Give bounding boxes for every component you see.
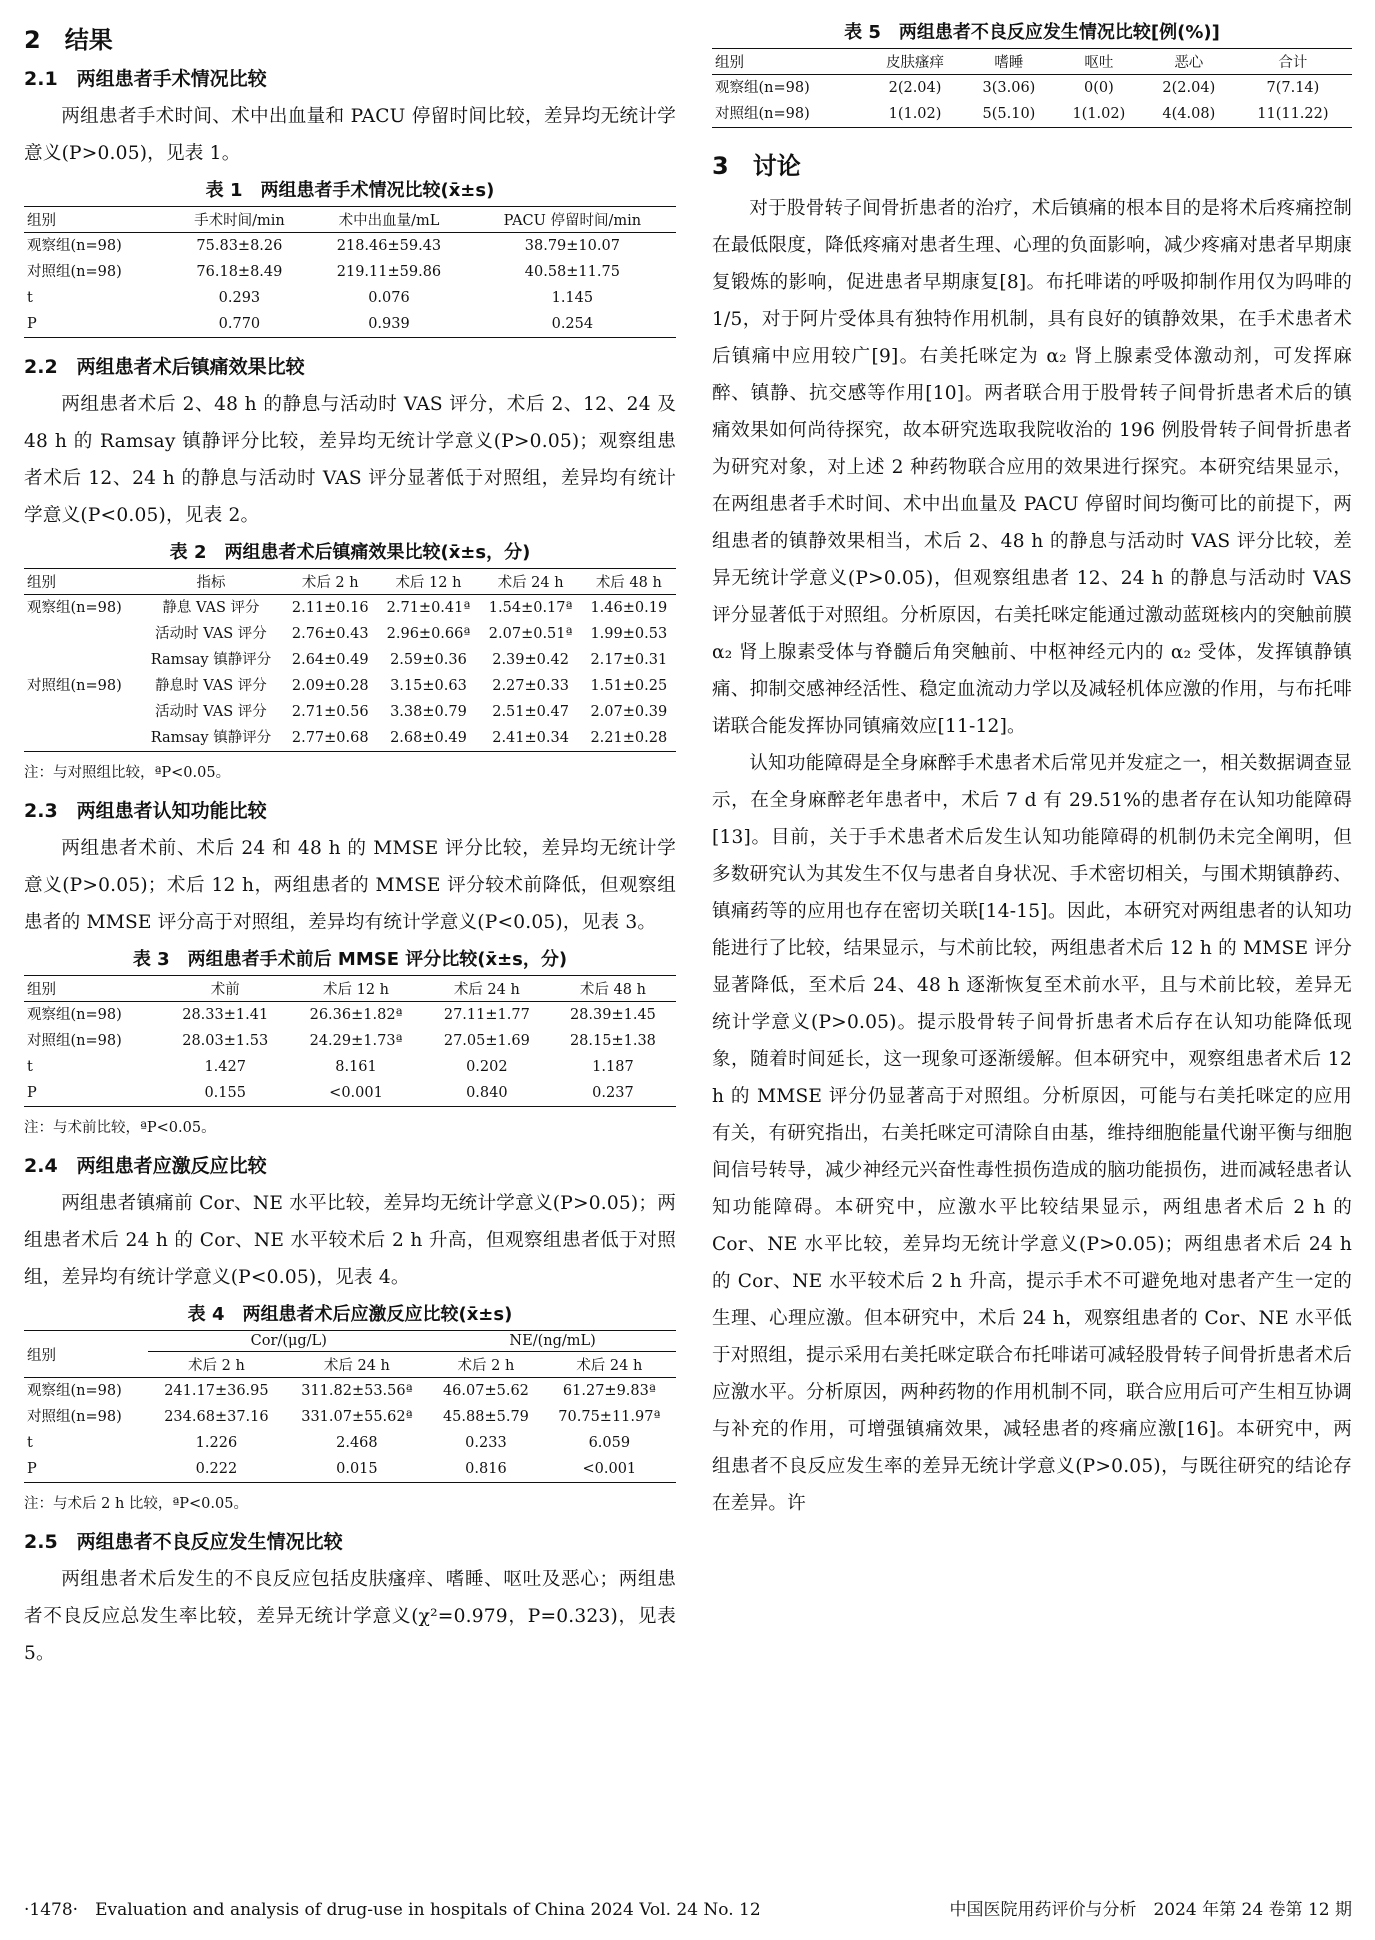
table3-header: 术前 <box>162 976 288 1002</box>
subsection-2-4-title: 2.4 两组患者应激反应比较 <box>24 1155 267 1177</box>
table5-caption: 表 5 两组患者不良反应发生情况比较[例(%)] <box>844 22 1220 43</box>
table-cell: 2.41±0.34 <box>492 730 569 746</box>
table2-group-label: 观察组(n=98) <box>27 600 122 616</box>
table-cell: 2.59±0.36 <box>390 652 467 668</box>
table-cell: 28.39±1.45 <box>569 1007 656 1023</box>
table-cell: 2.468 <box>336 1435 378 1451</box>
table-cell: 观察组(n=98) <box>27 1007 122 1023</box>
table4 <box>24 1330 676 1483</box>
table-row <box>24 1456 676 1483</box>
table-cell: 2.76±0.43 <box>291 626 369 642</box>
table4-note: 注：与术后 2 h 比较，ªP<0.05。 <box>24 1496 248 1512</box>
table-cell: Ramsay 镇静评分 <box>150 730 272 746</box>
table-cell: 观察组(n=98) <box>27 238 122 254</box>
table5-header: 皮肤瘙痒 <box>866 49 964 75</box>
table-cell: 2.77±0.68 <box>291 730 369 746</box>
table-cell: 0(0) <box>1083 80 1114 96</box>
table-row <box>24 1430 676 1456</box>
subsection-2-4-text: 两组患者镇痛前 Cor、NE 水平比较，差异均无统计学意义(P>0.05)；两组患者术后 24 h 的 Cor、NE 水平较术后 2 h 升高，但观察组患者低于对照组，差异均有统计学意义(P<0.05)，见表 4。 <box>24 1193 676 1288</box>
table4-subheader: 术后 2 h <box>148 1352 284 1378</box>
table-row <box>24 311 676 338</box>
table4-header-group: 组别 <box>24 1331 148 1378</box>
table-cell: t <box>27 290 33 306</box>
table-cell: 2.71±0.56 <box>291 704 369 720</box>
subsection-2-5-title: 2.5 两组患者不良反应发生情况比较 <box>24 1531 343 1553</box>
table-cell: 2.96±0.66ª <box>386 626 471 642</box>
table-cell: 219.11±59.86 <box>336 264 442 280</box>
table-cell: 0.015 <box>336 1461 378 1477</box>
table-cell: 5(5.10) <box>982 106 1036 122</box>
table2-header: 组别 <box>24 569 139 595</box>
table-cell: 7(7.14) <box>1266 80 1320 96</box>
table-cell: 75.83±8.26 <box>196 238 283 254</box>
table-cell: 1.99±0.53 <box>590 626 668 642</box>
table-cell: 234.68±37.16 <box>164 1409 269 1425</box>
table1-header: 手术时间/min <box>170 207 310 233</box>
table-cell: 静息时 VAS 评分 <box>155 678 267 694</box>
table-cell: 对照组(n=98) <box>27 1033 122 1049</box>
table-row <box>24 285 676 311</box>
table-cell: 2.51±0.47 <box>492 704 569 720</box>
table5-header: 嗜睡 <box>964 49 1054 75</box>
table-cell: 2(2.04) <box>1162 80 1216 96</box>
table-cell: 2.39±0.42 <box>492 652 569 668</box>
table2 <box>24 568 676 752</box>
table-cell: 27.11±1.77 <box>443 1007 530 1023</box>
table-cell: 38.79±10.07 <box>524 238 620 254</box>
table-cell: 3.38±0.79 <box>390 704 467 720</box>
subsection-2-1-title: 2.1 两组患者手术情况比较 <box>24 68 267 90</box>
table5-header: 组别 <box>712 49 866 75</box>
table4-caption: 表 4 两组患者术后应激反应比较(x̄±s) <box>187 1304 513 1325</box>
table2-header: 术后 2 h <box>283 569 377 595</box>
table-cell: 27.05±1.69 <box>443 1033 530 1049</box>
table3-header: 术后 24 h <box>424 976 550 1002</box>
table-cell: 45.88±5.79 <box>442 1409 529 1425</box>
table-cell: 61.27±9.83ª <box>562 1383 656 1399</box>
table-cell: 0.816 <box>465 1461 507 1477</box>
table-cell: 0.202 <box>466 1059 508 1075</box>
table-cell: P <box>27 316 37 332</box>
table-cell: 0.293 <box>218 290 261 306</box>
section-results-title: 2 结果 <box>24 26 113 54</box>
table-cell: 8.161 <box>335 1059 377 1075</box>
table-row <box>24 1378 676 1405</box>
table-row <box>24 595 676 622</box>
table-cell: 1.187 <box>592 1059 634 1075</box>
table-row <box>24 233 676 260</box>
footer-journal-en: ·1478· Evaluation and analysis of drug-use in hospitals of China 2024 Vol. 24 No. 12 <box>24 1900 761 1920</box>
footer-journal-cn: 中国医院用药评价与分析 2024 年第 24 卷第 12 期 <box>949 1900 1352 1920</box>
table-cell: 活动时 VAS 评分 <box>155 704 267 720</box>
table-cell: 0.222 <box>195 1461 238 1477</box>
right-column <box>712 18 1352 1522</box>
table-cell: 28.33±1.41 <box>182 1007 269 1023</box>
table-row <box>24 1054 676 1080</box>
table-row <box>712 75 1352 102</box>
table-cell: 0.939 <box>368 316 410 332</box>
table-cell: P <box>27 1461 37 1477</box>
left-column <box>24 18 676 1672</box>
table3 <box>24 975 676 1107</box>
table-cell: 1.54±0.17ª <box>488 600 573 616</box>
table-cell: 0.155 <box>204 1085 246 1101</box>
table5-header: 恶心 <box>1144 49 1234 75</box>
table1 <box>24 206 676 338</box>
section-discussion-title: 3 讨论 <box>712 152 801 180</box>
table-cell: 1.226 <box>195 1435 238 1451</box>
table-cell: 2.68±0.49 <box>390 730 467 746</box>
table2-header: 指标 <box>139 569 283 595</box>
table-cell: 218.46±59.43 <box>336 238 442 254</box>
table-cell: 2.21±0.28 <box>590 730 668 746</box>
table-cell: Ramsay 镇静评分 <box>150 652 272 668</box>
table3-header: 组别 <box>24 976 162 1002</box>
subsection-2-2-title: 2.2 两组患者术后镇痛效果比较 <box>24 356 305 378</box>
table-cell: 对照组(n=98) <box>715 106 810 122</box>
table-cell: <0.001 <box>329 1085 383 1101</box>
table-cell: 静息 VAS 评分 <box>162 600 260 616</box>
discussion-paragraph-1: 对于股骨转子间骨折患者的治疗，术后镇痛的根本目的是将术后疼痛控制在最低限度，降低疼痛对患者生理、心理的负面影响，减少疼痛对患者早期康复锻炼的影响，促进患者早期康复[8]。布托啡诺的呼吸抑制作用仅为吗啡的 1/5，对于阿片受体具有独特作用机制，具有良好的镇静效果，在手术患者术后镇痛中应用较广[9]。右美托咪定为 α₂ 肾上腺素受体激动剂，可发挥麻醉、镇静、抗交感等作用[10]。两者联合用于股骨转子间骨折患者术后的镇痛效果如何尚待探究，故本研究选取我院收治的 196 例股骨转子间骨折患者为研究对象，对上述 2 种药物联合应用的效果进行探究。本研究结果显示，在两组患者手术时间、术中出血量及 PACU 停留时间均衡可比的前提下，两组患者的镇静效果相当，术后 2、48 h 的静息与活动时 VAS 评分比较，差异无统计学意义(P>0.05)，但观察组患者 12、24 h 的静息与活动时 VAS 评分显著低于对照组。分析原因，右美托咪定能通过激动蓝斑核内的突触前膜 α₂ 肾上腺素受体与脊髓后角突触前、中枢神经元内的 α₂ 受体，发挥镇静镇痛、抑制交感神经活性、稳定血流动力学以及减轻机体应激的作用，与布托啡诺联合能发挥协同镇痛效应[11-12]。 <box>712 198 1352 737</box>
table-cell: 3.15±0.63 <box>390 678 467 694</box>
page-footer <box>24 1893 1352 1927</box>
table-cell: 76.18±8.49 <box>196 264 283 280</box>
subsection-2-2-text: 两组患者术后 2、48 h 的静息与活动时 VAS 评分，术后 2、12、24 及 48 h 的 Ramsay 镇静评分比较，差异均无统计学意义(P>0.05)；观察组患者术后 12、24 h 的静息与活动时 VAS 评分显著低于对照组，差异均有统计学意义(P<0.05)，见表 2。 <box>24 394 676 526</box>
table3-header: 术后 12 h <box>288 976 424 1002</box>
table-cell: t <box>27 1059 33 1075</box>
table-cell: 1(1.02) <box>1072 106 1126 122</box>
table-row <box>24 1028 676 1054</box>
table-cell: 0.233 <box>465 1435 507 1451</box>
table-cell: 2.07±0.39 <box>590 704 668 720</box>
table-cell: 0.770 <box>218 316 261 332</box>
table5-header: 呕吐 <box>1054 49 1144 75</box>
table-cell: 1(1.02) <box>888 106 942 122</box>
table-row <box>24 673 676 699</box>
table-cell: 2.11±0.16 <box>291 600 369 616</box>
table-cell: P <box>27 1085 37 1101</box>
table-row <box>24 1002 676 1029</box>
table-cell: 0.076 <box>368 290 410 306</box>
table-cell: 活动时 VAS 评分 <box>155 626 267 642</box>
table-cell: 1.145 <box>551 290 594 306</box>
table2-group-label: 对照组(n=98) <box>27 678 122 694</box>
table4-subheader: 术后 2 h <box>429 1352 542 1378</box>
table4-subheader: 术后 24 h <box>543 1352 676 1378</box>
table2-caption: 表 2 两组患者术后镇痛效果比较(x̄±s，分) <box>169 542 531 563</box>
subsection-2-1-text: 两组患者手术时间、术中出血量和 PACU 停留时间比较，差异均无统计学意义(P>0.05)，见表 1。 <box>24 106 676 164</box>
table-cell: 6.059 <box>588 1435 631 1451</box>
table-cell: 26.36±1.82ª <box>309 1007 403 1023</box>
table-cell: 2.27±0.33 <box>492 678 569 694</box>
table-cell: 1.46±0.19 <box>590 600 668 616</box>
table4-header-ne: NE/(ng/mL) <box>429 1331 676 1352</box>
table-cell: 28.03±1.53 <box>182 1033 269 1049</box>
table-cell: 311.82±53.56ª <box>301 1383 413 1399</box>
table-cell: 1.427 <box>204 1059 246 1075</box>
table1-header: 术中出血量/mL <box>309 207 469 233</box>
table-cell: 2.17±0.31 <box>590 652 668 668</box>
table-cell: <0.001 <box>582 1461 637 1477</box>
table-cell: 2.64±0.49 <box>291 652 369 668</box>
table-row <box>24 1404 676 1430</box>
table1-header: 组别 <box>24 207 170 233</box>
table2-header: 术后 12 h <box>377 569 479 595</box>
table-cell: 2.07±0.51ª <box>488 626 573 642</box>
table-cell: 70.75±11.97ª <box>558 1409 661 1425</box>
subsection-2-5-text: 两组患者术后发生的不良反应包括皮肤瘙痒、嗜睡、呕吐及恶心；两组患者不良反应总发生率比较，差异无统计学意义(χ²=0.979，P=0.323)，见表 5。 <box>24 1569 676 1664</box>
table-row <box>24 259 676 285</box>
table-cell: 0.840 <box>466 1085 508 1101</box>
table-cell: 2.09±0.28 <box>291 678 369 694</box>
table-cell: 40.58±11.75 <box>524 264 620 280</box>
table-cell: 0.254 <box>551 316 594 332</box>
table3-note: 注：与术前比较，ªP<0.05。 <box>24 1120 216 1136</box>
table1-header: PACU 停留时间/min <box>469 207 676 233</box>
table-cell: 11(11.22) <box>1257 106 1329 122</box>
table-cell: t <box>27 1435 33 1451</box>
table-cell: 24.29±1.73ª <box>309 1033 403 1049</box>
table-cell: 观察组(n=98) <box>27 1383 122 1399</box>
table-cell: 4(4.08) <box>1162 106 1216 122</box>
table-cell: 46.07±5.62 <box>442 1383 529 1399</box>
table5 <box>712 48 1352 128</box>
table-cell: 1.51±0.25 <box>590 678 668 694</box>
table-cell: 28.15±1.38 <box>569 1033 656 1049</box>
table-cell: 241.17±36.95 <box>164 1383 269 1399</box>
subsection-2-3-text: 两组患者术前、术后 24 和 48 h 的 MMSE 评分比较，差异均无统计学意义(P>0.05)；术后 12 h，两组患者的 MMSE 评分较术前降低，但观察组患者的 MMSE 评分高于对照组，差异均有统计学意义(P<0.05)，见表 3。 <box>24 838 676 933</box>
table-cell: 331.07±55.62ª <box>301 1409 413 1425</box>
table1-caption: 表 1 两组患者手术情况比较(x̄±s) <box>205 180 495 201</box>
table-cell: 2(2.04) <box>888 80 942 96</box>
table3-caption: 表 3 两组患者手术前后 MMSE 评分比较(x̄±s，分) <box>132 949 568 970</box>
table3-header: 术后 48 h <box>550 976 676 1002</box>
table-row <box>24 1080 676 1107</box>
table2-header: 术后 48 h <box>582 569 676 595</box>
table-cell: 观察组(n=98) <box>715 80 810 96</box>
table-cell: 0.237 <box>592 1085 634 1101</box>
table4-subheader: 术后 24 h <box>285 1352 430 1378</box>
table2-note: 注：与对照组比较，ªP<0.05。 <box>24 765 231 781</box>
table-row <box>712 101 1352 128</box>
table-cell: 对照组(n=98) <box>27 264 122 280</box>
subsection-2-3-title: 2.3 两组患者认知功能比较 <box>24 800 267 822</box>
table-cell: 对照组(n=98) <box>27 1409 122 1425</box>
table5-header: 合计 <box>1234 49 1352 75</box>
discussion-paragraph-2: 认知功能障碍是全身麻醉手术患者术后常见并发症之一，相关数据调查显示，在全身麻醉老年患者中，术后 7 d 有 29.51%的患者存在认知功能障碍[13]。目前，关于手术患者术后发生认知功能障碍的机制仍未完全阐明，但多数研究认为其发生不仅与患者自身状况、手术密切相关，与围术期镇静药、镇痛药等的应用也存在密切关联[14-15]。因此，本研究对两组患者的认知功能进行了比较，结果显示，与术前比较，两组患者术后 12 h 的 MMSE 评分显著降低，至术后 24、48 h 逐渐恢复至术前水平，且与术前比较，差异无统计学意义(P>0.05)。提示股骨转子间骨折患者术后存在认知功能降低现象，随着时间延长，这一现象可逐渐缓解。但本研究中，观察组患者术后 12 h 的 MMSE 评分仍显著高于对照组。分析原因，可能与右美托咪定的应用有关，有研究指出，右美托咪定可清除自由基，维持细胞能量代谢平衡与细胞间信号转导，减少神经元兴奋性毒性损伤造成的脑功能损伤，进而减轻患者认知功能障碍。本研究中，应激水平比较结果显示，两组患者术后 2 h 的 Cor、NE 水平比较，差异均无统计学意义(P>0.05)；两组患者术后 24 h 的 Cor、NE 水平较术后 2 h 升高，提示手术不可避免地对患者产生一定的生理、心理应激。但本研究中，术后 24 h，观察组患者的 Cor、NE 水平低于对照组，提示采用右美托咪定联合布托啡诺可减轻股骨转子间骨折患者术后应激水平。分析原因，两种药物的作用机制不同，联合应用后可产生相互协调与补充的作用，可增强镇痛效果，减轻患者的疼痛应激[16]。本研究中，两组患者不良反应发生率的差异无统计学意义(P>0.05)，与既往研究的结论存在差异。许 <box>712 753 1352 1514</box>
table-cell: 2.71±0.41ª <box>386 600 471 616</box>
table2-header: 术后 24 h <box>480 569 582 595</box>
table4-header-cor: Cor/(μg/L) <box>148 1331 429 1352</box>
table-cell: 3(3.06) <box>982 80 1036 96</box>
